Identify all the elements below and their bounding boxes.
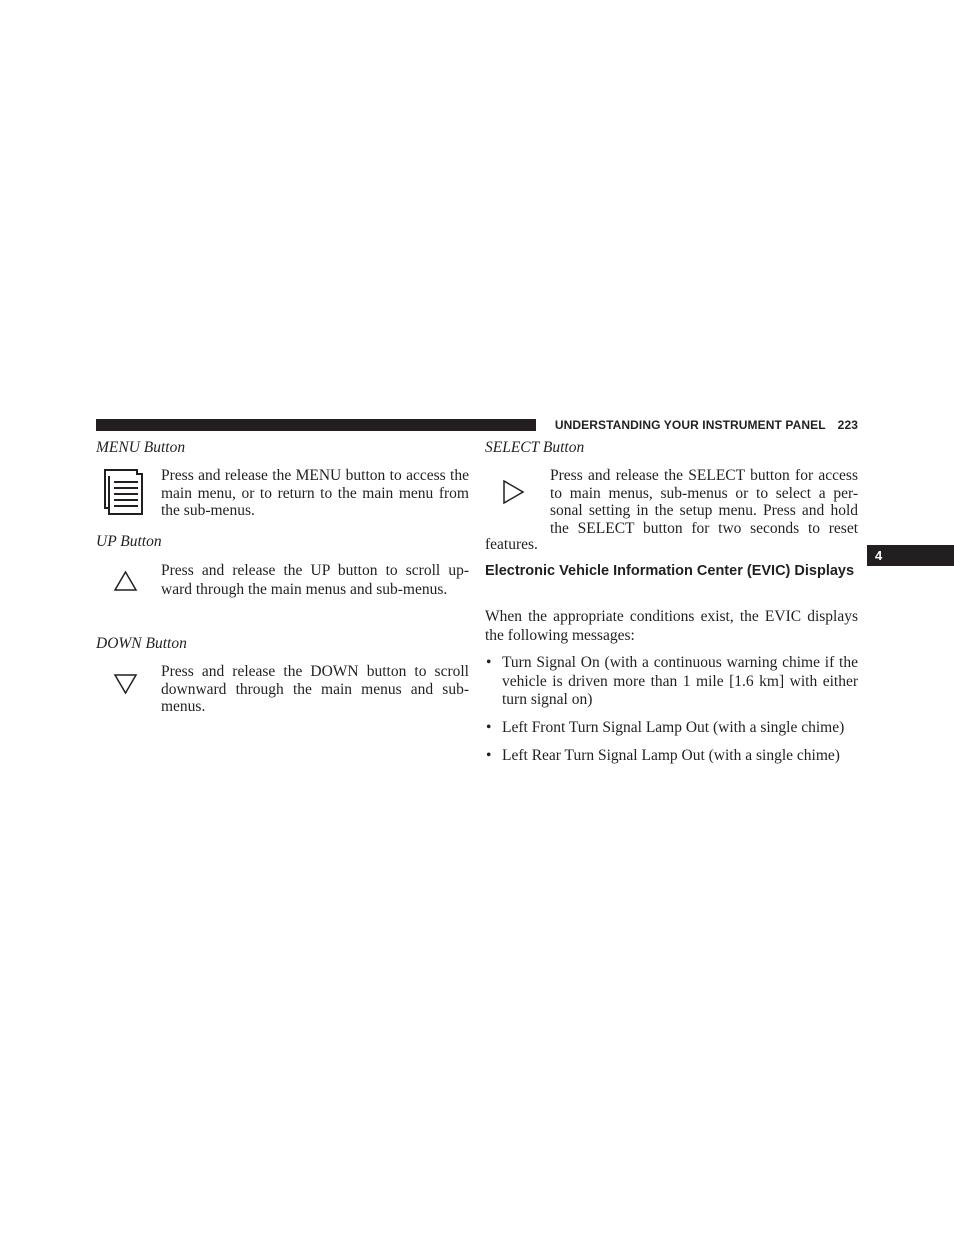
select-button-description: Press and release the SELECT button for access to main menus, sub-menus or to select a per- sonal setting in the setup menu. Press and hold the SELECT button for two seconds to reset	[550, 467, 858, 537]
running-header	[546, 417, 858, 433]
select-button-heading: SELECT Button	[485, 439, 585, 456]
list-item	[485, 747, 858, 766]
menu-button-heading: MENU Button	[96, 439, 186, 456]
page-number: 223	[837, 418, 858, 432]
evic-section-heading: Electronic Vehicle Information Center (EVIC) Displays	[485, 563, 855, 579]
bullet-icon: •	[486, 719, 492, 736]
list-item-text: Left Front Turn Signal Lamp Out (with a single chime)	[502, 719, 845, 736]
up-button-description: Press and release the UP button to scroll up- ward through the main menus and sub-menus.	[161, 562, 469, 598]
menu-button-description: Press and release the MENU button to access the main menu, or to return to the main menu from the sub-menus.	[161, 467, 469, 519]
down-triangle-icon	[113, 673, 138, 695]
list-item-text: Left Rear Turn Signal Lamp Out (with a single chime)	[502, 747, 840, 764]
running-title: UNDERSTANDING YOUR INSTRUMENT PANEL	[554, 418, 826, 432]
evic-message-list	[485, 654, 858, 775]
bullet-icon: •	[486, 654, 492, 671]
up-triangle-icon	[113, 570, 138, 592]
bullet-icon: •	[486, 747, 492, 764]
evic-intro-text: When the appropriate conditions exist, the EVIC displays the following messages:	[485, 608, 858, 644]
menu-list-icon	[102, 467, 146, 516]
up-button-heading: UP Button	[96, 533, 162, 550]
list-item	[485, 654, 858, 710]
list-item	[485, 719, 858, 738]
right-triangle-icon	[502, 479, 526, 505]
select-button-description-continued: features.	[485, 536, 538, 553]
down-button-description: Press and release the DOWN button to scroll downward through the main menus and sub-menus.	[161, 663, 469, 715]
list-item-text: Turn Signal On (with a continuous warning chime if the vehicle is driven more than 1 mile [1.6 km] with either turn signal on)	[502, 654, 858, 708]
header-rule	[96, 419, 536, 431]
down-button-heading: DOWN Button	[96, 635, 187, 652]
chapter-tab: 4	[867, 545, 954, 566]
